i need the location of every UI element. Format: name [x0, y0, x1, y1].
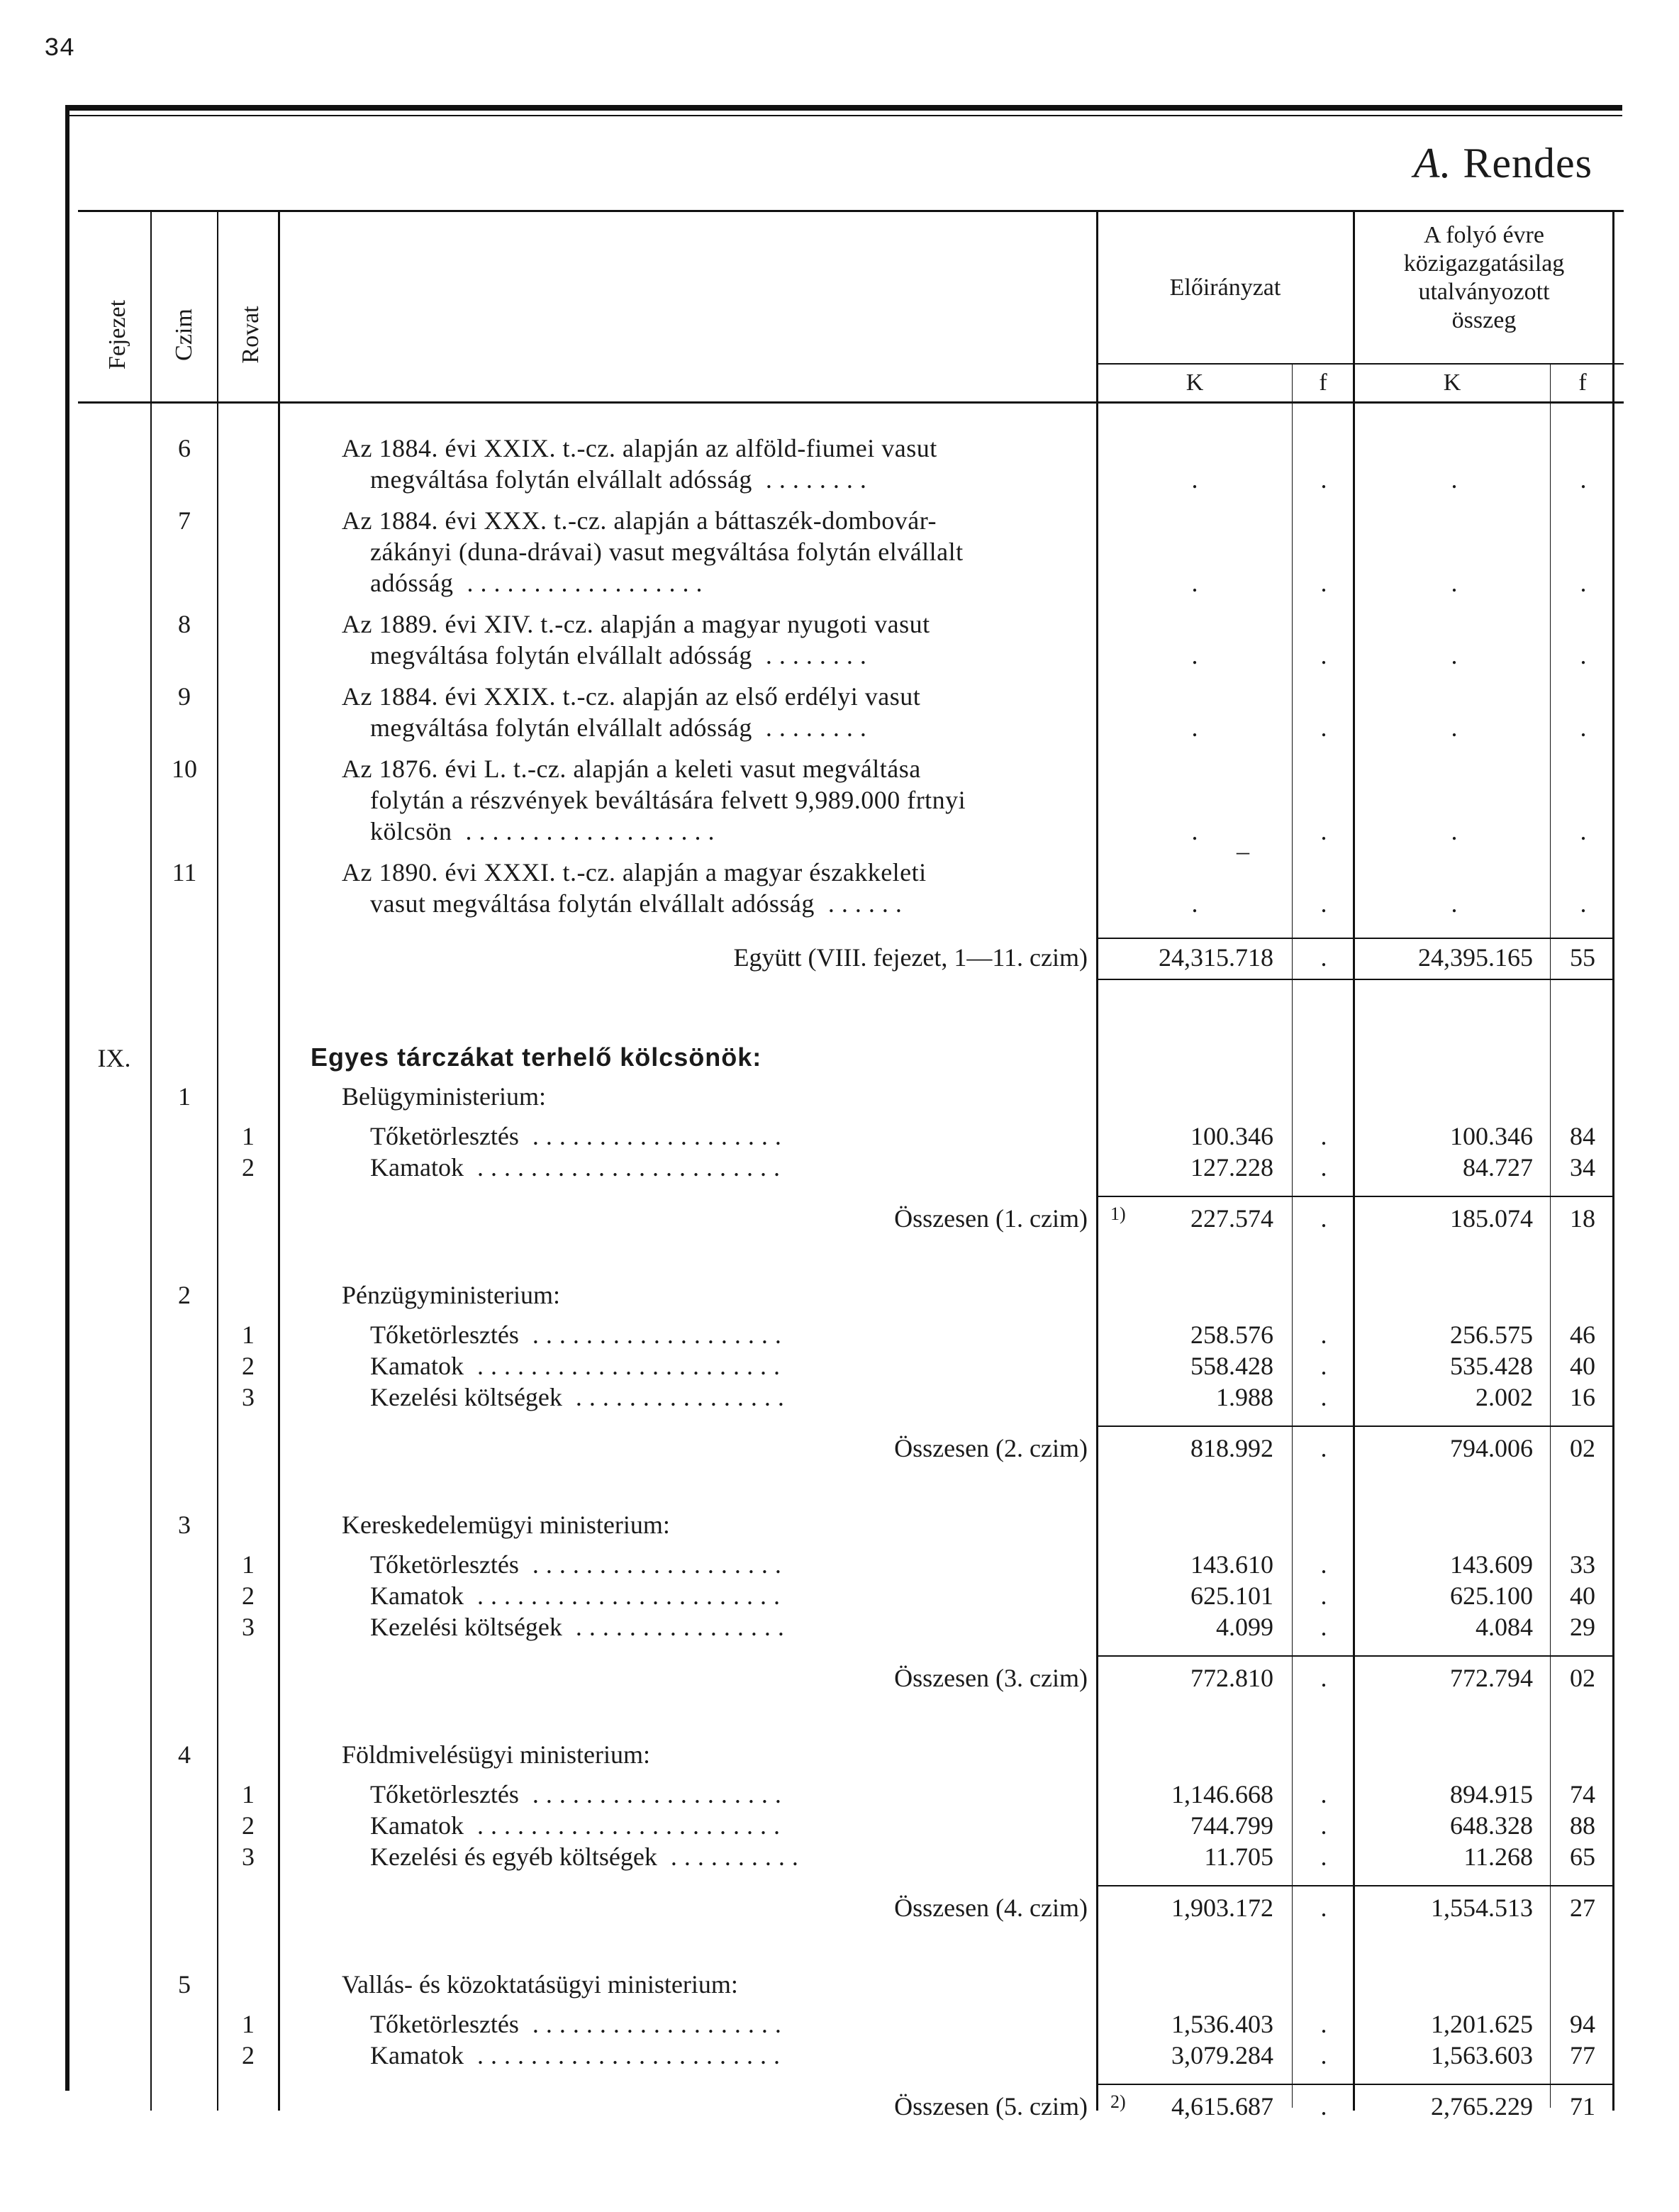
total-rule: [1098, 938, 1614, 939]
header-folyo-line1: A folyó évre: [1424, 222, 1544, 248]
item-elo-k: 625.101: [1190, 1582, 1273, 1610]
dot-leader: ..........: [657, 1843, 805, 1871]
item-utal-k: 11.268: [1463, 1843, 1533, 1871]
dot-leader: ........: [752, 465, 874, 494]
dot-leader: ......: [814, 889, 909, 918]
empty-mark: .: [1580, 465, 1587, 494]
header-folyo: [1354, 221, 1614, 335]
item-elo-f: .: [1320, 1843, 1327, 1871]
dot-leader: ........: [752, 713, 874, 742]
description-line: Az 1884. évi XXX. t.-cz. alapján a báttaszék-dombovár-: [342, 506, 937, 535]
description-line: vasut megváltása folytán elvállalt adósság ......: [370, 889, 909, 918]
empty-mark: .: [1451, 465, 1458, 494]
page-number: 34: [44, 34, 75, 63]
header-folyo-line3: utalványozott: [1418, 279, 1550, 305]
section-name: Rendes: [1463, 140, 1592, 187]
item-label: Tőketörlesztés ...................: [370, 2010, 788, 2038]
group-title: Kereskedelemügyi ministerium:: [342, 1511, 670, 1539]
header-folyo-line2: közigazgatásilag: [1403, 250, 1565, 277]
dot-leader: ..................: [453, 569, 710, 597]
item-utal-k: 4.084: [1476, 1613, 1533, 1641]
group-total-utal-k: 185.074: [1450, 1204, 1533, 1233]
header-f2: f: [1578, 369, 1587, 396]
empty-mark: .: [1320, 713, 1327, 742]
item-elo-k: 258.576: [1190, 1321, 1273, 1349]
group-total-label: Összesen (5. czim): [894, 2092, 1088, 2121]
viii-total-elo-f: .: [1320, 943, 1327, 972]
group-total-elo-f: .: [1320, 1204, 1327, 1233]
row-description: [342, 753, 1086, 847]
description-line: adósság ..................: [370, 569, 710, 597]
group-total-elo-f: .: [1320, 1664, 1327, 1692]
item-elo-k: 1,536.403: [1171, 2010, 1273, 2038]
item-label: Kezelési költségek ................: [370, 1613, 791, 1641]
group-total-utal-f: 18: [1570, 1204, 1595, 1233]
kf-rule: [1098, 363, 1624, 365]
rovat-number: 2: [242, 2041, 255, 2069]
empty-mark: .: [1191, 569, 1198, 597]
item-elo-f: .: [1320, 2041, 1327, 2069]
item-label: Kezelési és egyéb költségek ..........: [370, 1843, 805, 1871]
item-elo-f: .: [1320, 1582, 1327, 1610]
header-rovat: Rovat: [238, 306, 264, 364]
description-line: kölcsön ...................: [370, 817, 722, 845]
item-elo-k: 1.988: [1216, 1383, 1273, 1411]
czim-number: 2: [178, 1281, 191, 1309]
group-total-label: Összesen (3. czim): [894, 1664, 1088, 1692]
empty-mark: .: [1451, 817, 1458, 845]
czim-number: 7: [178, 506, 191, 535]
dot-leader: ...................: [452, 817, 722, 845]
czim-number: 5: [178, 1970, 191, 1999]
item-elo-f: .: [1320, 1780, 1327, 1808]
description-line: Az 1884. évi XXIX. t.-cz. alapján az első erdélyi vasut: [342, 682, 921, 711]
dot-leader: .......................: [463, 2041, 787, 2069]
rovat-number: 1: [242, 2010, 255, 2038]
rovat-number: 1: [242, 1780, 255, 1808]
group-total-elo-k: 1,903.172: [1171, 1894, 1273, 1922]
item-utal-k: 100.346: [1450, 1122, 1533, 1150]
dot-leader: ...................: [518, 1122, 788, 1150]
dash-mark: –: [1237, 837, 1249, 865]
header-fejezet: Fejezet: [104, 299, 130, 370]
czim-number: 3: [178, 1511, 191, 1539]
group-total-utal-k: 772.794: [1450, 1664, 1533, 1692]
description-line: megváltása folytán elvállalt adósság ........: [370, 465, 874, 494]
empty-mark: .: [1580, 569, 1587, 597]
item-utal-k: 648.328: [1450, 1811, 1533, 1840]
empty-mark: .: [1320, 465, 1327, 494]
group-total-utal-f: 27: [1570, 1894, 1595, 1922]
header-top-rule: [78, 210, 1624, 212]
group-total-elo-k: 818.992: [1190, 1434, 1273, 1462]
top-rule: [68, 105, 1622, 111]
item-label: Kamatok .......................: [370, 1352, 787, 1380]
item-utal-f: 74: [1570, 1780, 1595, 1808]
item-elo-k: 11.705: [1204, 1843, 1273, 1871]
item-utal-f: 40: [1570, 1352, 1595, 1380]
rovat-number: 3: [242, 1613, 255, 1641]
viii-total-label: Együtt (VIII. fejezet, 1—11. czim): [733, 943, 1088, 972]
footnote-mark: 1): [1110, 1204, 1126, 1224]
empty-mark: .: [1191, 817, 1198, 845]
item-utal-f: 33: [1570, 1550, 1595, 1579]
item-utal-f: 29: [1570, 1613, 1595, 1641]
item-utal-f: 94: [1570, 2010, 1595, 2038]
item-elo-f: .: [1320, 1383, 1327, 1411]
rovat-number: 1: [242, 1321, 255, 1349]
col-rule-desc: [278, 210, 280, 2111]
dot-leader: ...................: [518, 1550, 788, 1579]
footnote-mark: 2): [1110, 2091, 1126, 2112]
ix-title: Egyes tárczákat terhelő kölcsönök:: [311, 1043, 762, 1072]
row-description: [342, 505, 1086, 599]
item-label: Kamatok .......................: [370, 1153, 787, 1182]
group-total-utal-f: 02: [1570, 1434, 1595, 1462]
empty-mark: .: [1191, 889, 1198, 918]
item-utal-k: 2.002: [1476, 1383, 1533, 1411]
description-line: Az 1890. évi XXXI. t.-cz. alapján a magyar északkeleti: [342, 858, 927, 887]
item-elo-k: 4.099: [1216, 1613, 1273, 1641]
total-rule: [1098, 1655, 1614, 1657]
item-utal-k: 894.915: [1450, 1780, 1533, 1808]
item-elo-f: .: [1320, 1122, 1327, 1150]
item-utal-f: 77: [1570, 2041, 1595, 2069]
empty-mark: .: [1451, 641, 1458, 669]
item-elo-f: .: [1320, 1811, 1327, 1840]
header-folyo-line4: összeg: [1451, 307, 1517, 333]
group-total-elo-f: .: [1320, 1894, 1327, 1922]
empty-mark: .: [1191, 465, 1198, 494]
col-rule-utal: [1353, 210, 1355, 2111]
group-total-utal-f: 71: [1570, 2092, 1595, 2121]
description-line: Az 1889. évi XIV. t.-cz. alapján a magyar nyugoti vasut: [342, 610, 930, 638]
item-label: Tőketörlesztés ...................: [370, 1122, 788, 1150]
section-title: [1414, 139, 1592, 188]
item-utal-f: 84: [1570, 1122, 1595, 1150]
ix-fejezet: IX.: [97, 1044, 131, 1072]
group-total-elo-k: 772.810: [1190, 1664, 1273, 1692]
item-label: Tőketörlesztés ...................: [370, 1321, 788, 1349]
item-label: Kezelési költségek ................: [370, 1383, 791, 1411]
col-rule-czim: [150, 210, 152, 2111]
item-utal-f: 16: [1570, 1383, 1595, 1411]
czim-number: 4: [178, 1740, 191, 1769]
empty-mark: .: [1320, 889, 1327, 918]
total-rule: [1098, 2084, 1614, 2085]
group-title: Földmivelésügyi ministerium:: [342, 1740, 650, 1769]
empty-mark: .: [1451, 713, 1458, 742]
item-elo-f: .: [1320, 1352, 1327, 1380]
rovat-number: 2: [242, 1153, 255, 1182]
empty-mark: .: [1580, 889, 1587, 918]
item-utal-k: 1,563.603: [1431, 2041, 1533, 2069]
rovat-number: 2: [242, 1582, 255, 1610]
item-elo-f: .: [1320, 1550, 1327, 1579]
item-label: Kamatok .......................: [370, 2041, 787, 2069]
rovat-number: 2: [242, 1811, 255, 1840]
top-rule-thin: [68, 115, 1622, 116]
dot-leader: .......................: [463, 1811, 787, 1840]
total-rule: [1098, 1196, 1614, 1197]
empty-mark: .: [1580, 817, 1587, 845]
czim-number: 6: [178, 434, 191, 462]
row-description: [342, 433, 1086, 495]
item-elo-f: .: [1320, 2010, 1327, 2038]
description-line: zákányi (duna-drávai) vasut megváltása folytán elvállalt: [370, 538, 964, 566]
dot-leader: ........: [752, 641, 874, 669]
group-total-label: Összesen (2. czim): [894, 1434, 1088, 1462]
group-total-label: Összesen (4. czim): [894, 1894, 1088, 1922]
header-k1: K: [1186, 369, 1204, 396]
row-description: [342, 681, 1086, 743]
czim-number: 10: [172, 755, 197, 783]
description-line: Az 1876. évi L. t.-cz. alapján a keleti vasut megváltása: [342, 755, 921, 783]
item-elo-k: 127.228: [1190, 1153, 1273, 1182]
group-total-utal-k: 2,765.229: [1431, 2092, 1533, 2121]
empty-mark: .: [1451, 569, 1458, 597]
item-utal-f: 88: [1570, 1811, 1595, 1840]
czim-number: 8: [178, 610, 191, 638]
group-total-elo-k: 4,615.687: [1171, 2092, 1273, 2121]
item-label: Kamatok .......................: [370, 1582, 787, 1610]
header-eloiranyzat: Előirányzat: [1169, 274, 1281, 301]
dot-leader: .......................: [463, 1153, 787, 1182]
header-f1: f: [1319, 369, 1327, 396]
group-total-elo-f: .: [1320, 2092, 1327, 2121]
dot-leader: .......................: [463, 1352, 787, 1380]
item-elo-k: 744.799: [1190, 1811, 1273, 1840]
col-rule-elo: [1096, 210, 1098, 2111]
rovat-number: 3: [242, 1843, 255, 1871]
item-label: Tőketörlesztés ...................: [370, 1550, 788, 1579]
empty-mark: .: [1320, 569, 1327, 597]
description-line: folytán a részvények beváltására felvett 9,989.000 frtnyi: [370, 786, 966, 814]
total-rule: [1098, 1885, 1614, 1886]
item-elo-k: 1,146.668: [1171, 1780, 1273, 1808]
group-total-label: Összesen (1. czim): [894, 1204, 1088, 1233]
item-utal-k: 256.575: [1450, 1321, 1533, 1349]
description-line: Az 1884. évi XXIX. t.-cz. alapján az alföld-fiumei vasut: [342, 434, 937, 462]
empty-mark: .: [1580, 713, 1587, 742]
row-description: [342, 608, 1086, 671]
item-elo-k: 558.428: [1190, 1352, 1273, 1380]
dot-leader: ................: [562, 1383, 791, 1411]
item-utal-f: 65: [1570, 1843, 1595, 1871]
empty-mark: .: [1320, 817, 1327, 845]
dot-leader: ...................: [518, 1780, 788, 1808]
header-bottom-rule: [78, 401, 1624, 404]
empty-mark: .: [1320, 641, 1327, 669]
dot-leader: ................: [562, 1613, 791, 1641]
group-title: Pénzügyministerium:: [342, 1281, 560, 1309]
viii-total-utal-f: 55: [1570, 943, 1595, 972]
item-elo-f: .: [1320, 1153, 1327, 1182]
rovat-number: 3: [242, 1383, 255, 1411]
left-margin-rule: [65, 105, 69, 2091]
group-total-utal-k: 794.006: [1450, 1434, 1533, 1462]
rovat-number: 1: [242, 1122, 255, 1150]
rovat-number: 2: [242, 1352, 255, 1380]
item-utal-k: 625.100: [1450, 1582, 1533, 1610]
dot-leader: ...................: [518, 2010, 788, 2038]
total-rule: [1098, 1425, 1614, 1427]
empty-mark: .: [1580, 641, 1587, 669]
group-total-utal-k: 1,554.513: [1431, 1894, 1533, 1922]
item-label: Kamatok .......................: [370, 1811, 787, 1840]
item-utal-f: 34: [1570, 1153, 1595, 1182]
item-elo-f: .: [1320, 1321, 1327, 1349]
header-czim: Czim: [171, 309, 197, 361]
item-utal-k: 84.727: [1463, 1153, 1533, 1182]
czim-number: 1: [178, 1082, 191, 1111]
item-label: Tőketörlesztés ...................: [370, 1780, 788, 1808]
group-title: Vallás- és közoktatásügyi ministerium:: [342, 1970, 738, 1999]
description-line: megváltása folytán elvállalt adósság ........: [370, 641, 874, 669]
rovat-number: 1: [242, 1550, 255, 1579]
dot-leader: ...................: [518, 1321, 788, 1349]
item-utal-k: 535.428: [1450, 1352, 1533, 1380]
item-elo-k: 3,079.284: [1171, 2041, 1273, 2069]
item-elo-f: .: [1320, 1613, 1327, 1641]
empty-mark: .: [1191, 713, 1198, 742]
group-total-elo-k: 227.574: [1190, 1204, 1273, 1233]
item-utal-f: 40: [1570, 1582, 1595, 1610]
item-utal-f: 46: [1570, 1321, 1595, 1349]
group-title: Belügyministerium:: [342, 1082, 546, 1111]
row-description: [342, 857, 1086, 919]
description-line: megváltása folytán elvállalt adósság ........: [370, 713, 874, 742]
item-utal-k: 1,201.625: [1431, 2010, 1533, 2038]
viii-total-utal-k: 24,395.165: [1418, 943, 1533, 972]
col-rule-utal-f: [1550, 363, 1551, 2108]
empty-mark: .: [1451, 889, 1458, 918]
col-rule-elo-f: [1292, 363, 1293, 2108]
section-letter: A.: [1413, 140, 1452, 187]
czim-number: 11: [172, 858, 197, 887]
header-k2: K: [1443, 369, 1461, 396]
total-bottom-rule: [1098, 979, 1614, 980]
viii-total-elo-k: 24,315.718: [1159, 943, 1273, 972]
group-total-elo-f: .: [1320, 1434, 1327, 1462]
dot-leader: .......................: [463, 1582, 787, 1610]
item-elo-k: 143.610: [1190, 1550, 1273, 1579]
group-total-utal-f: 02: [1570, 1664, 1595, 1692]
item-elo-k: 100.346: [1190, 1122, 1273, 1150]
empty-mark: .: [1191, 641, 1198, 669]
czim-number: 9: [178, 682, 191, 711]
item-utal-k: 143.609: [1450, 1550, 1533, 1579]
